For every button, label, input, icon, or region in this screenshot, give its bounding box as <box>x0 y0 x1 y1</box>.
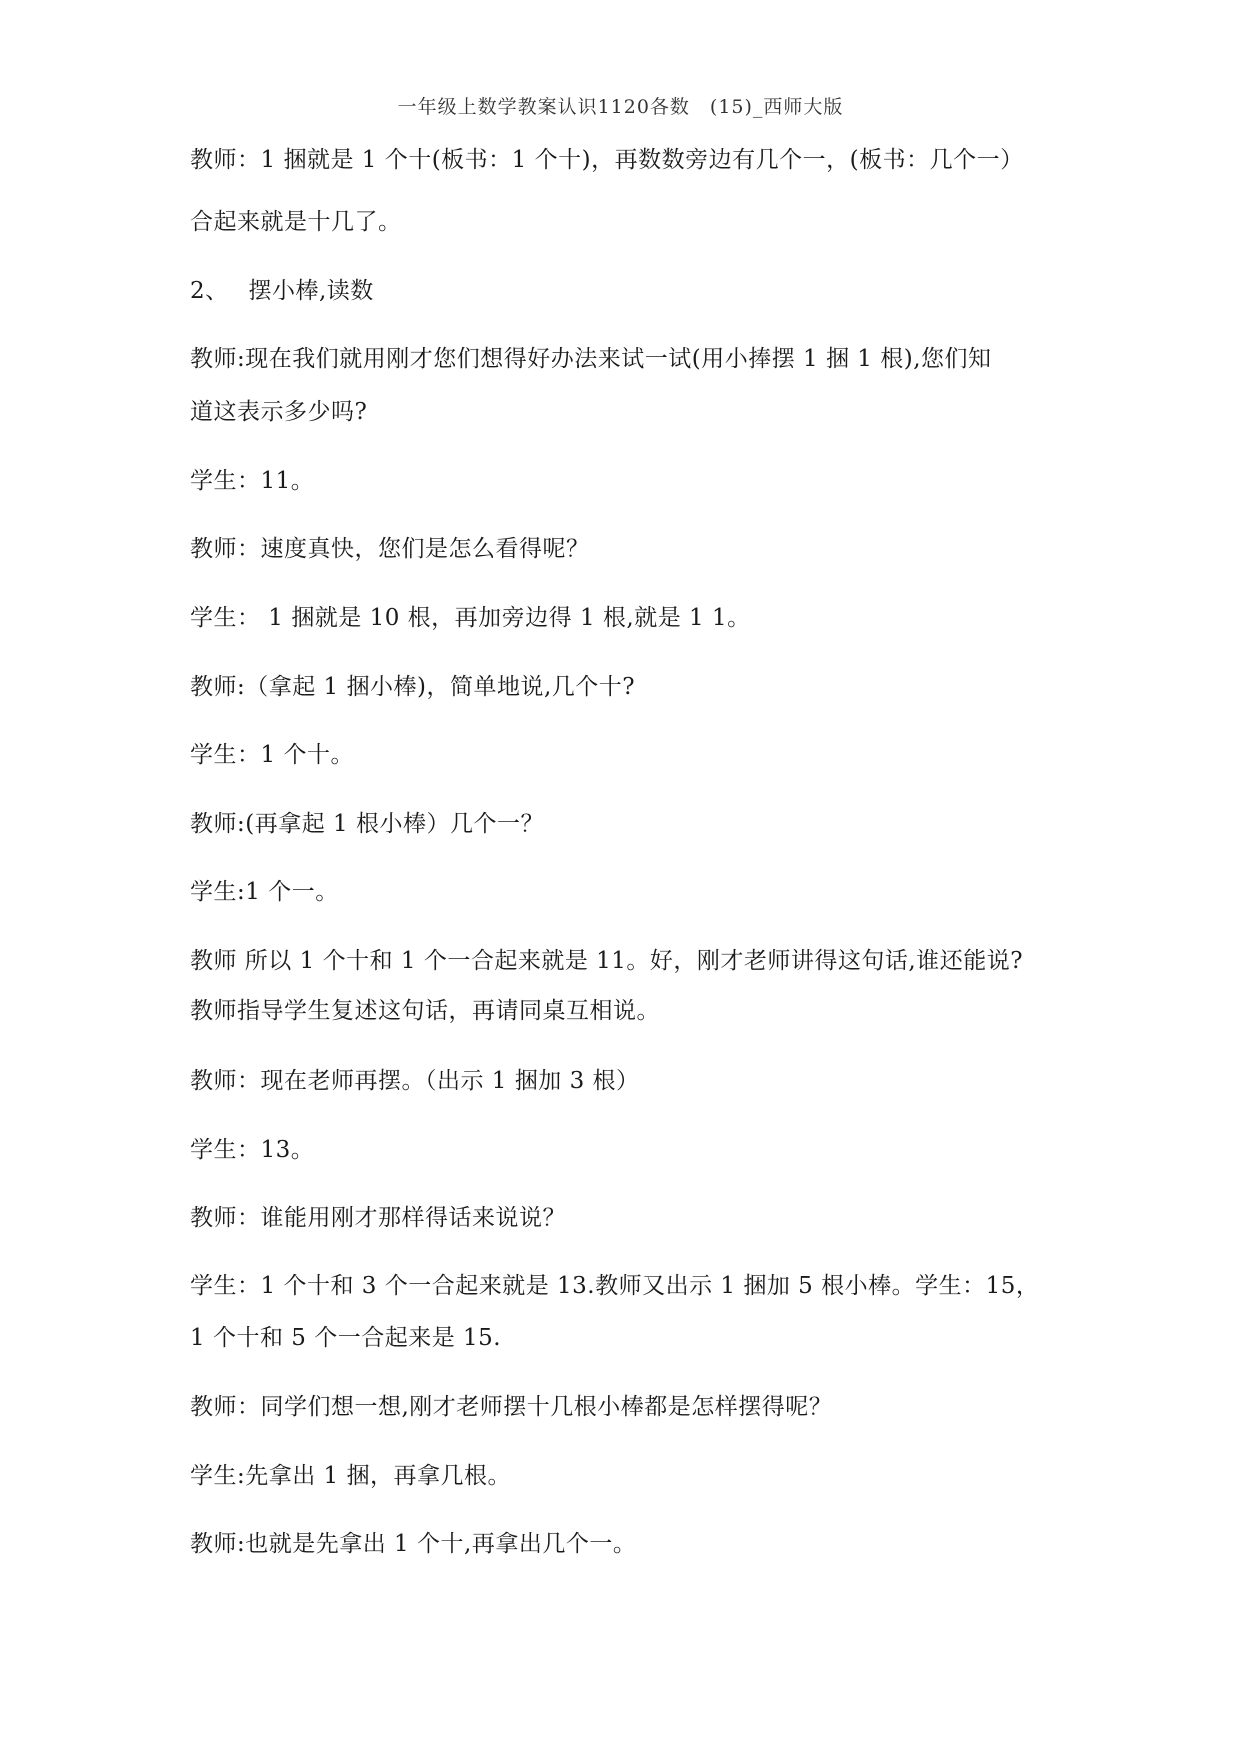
text-line: 教师:(再拿起 1 根小棒）几个一？ <box>190 811 544 837</box>
text-line: 教师：同学们想一想,刚才老师摆十几根小棒都是怎样摆得呢？ <box>190 1394 833 1420</box>
text-line: 教师：现在老师再摆。（出示 1 捆加 3 根） <box>190 1068 640 1094</box>
text-line: 教师 所以 1 个十和 1 个一合起来就是 11。好，刚才老师讲得这句话,谁还能说? <box>190 948 1024 974</box>
text-line: 教师:（拿起 1 捆小棒)，简单地说,几个十? <box>190 674 636 700</box>
text-line: 学生:1 个一。 <box>190 879 339 905</box>
text-line: 学生:先拿出 1 捆，再拿几根。 <box>190 1463 512 1489</box>
text-line: 学生：11。 <box>190 468 315 494</box>
text-line: 学生：1 个十和 3 个一合起来就是 13.教师又出示 1 捆加 5 根小棒。学生：15， <box>190 1273 1040 1299</box>
text-line: 学生： 1 捆就是 10 根，再加旁边得 1 根,就是 1 1。 <box>190 605 751 631</box>
text-line: 教师指导学生复述这句话，再请同桌互相说。 <box>190 998 660 1024</box>
text-line: 学生：1 个十。 <box>190 742 354 768</box>
section-heading: 2、 摆小棒,读数 <box>190 278 374 304</box>
text-line: 学生：13。 <box>190 1137 315 1163</box>
text-line: 道这表示多少吗? <box>190 399 368 425</box>
text-line: 教师：速度真快，您们是怎么看得呢？ <box>190 536 590 562</box>
text-line: 教师：谁能用刚才那样得话来说说？ <box>190 1205 566 1231</box>
text-line: 1 个十和 5 个一合起来是 15. <box>190 1325 502 1351</box>
text-line: 教师:现在我们就用刚才您们想得好办法来试一试(用小捧摆 1 捆 1 根),您们知 <box>190 346 992 372</box>
text-line: 合起来就是十几了。 <box>190 209 402 235</box>
text-line: 教师：1 捆就是 1 个十(板书：1 个十)，再数数旁边有几个一，(板书：几个一） <box>190 147 1024 173</box>
page-header: 一年级上数学教案认识1120各数 (15)_西师大版 <box>397 96 844 118</box>
text-line: 教师:也就是先拿出 1 个十,再拿出几个一。 <box>190 1531 637 1557</box>
